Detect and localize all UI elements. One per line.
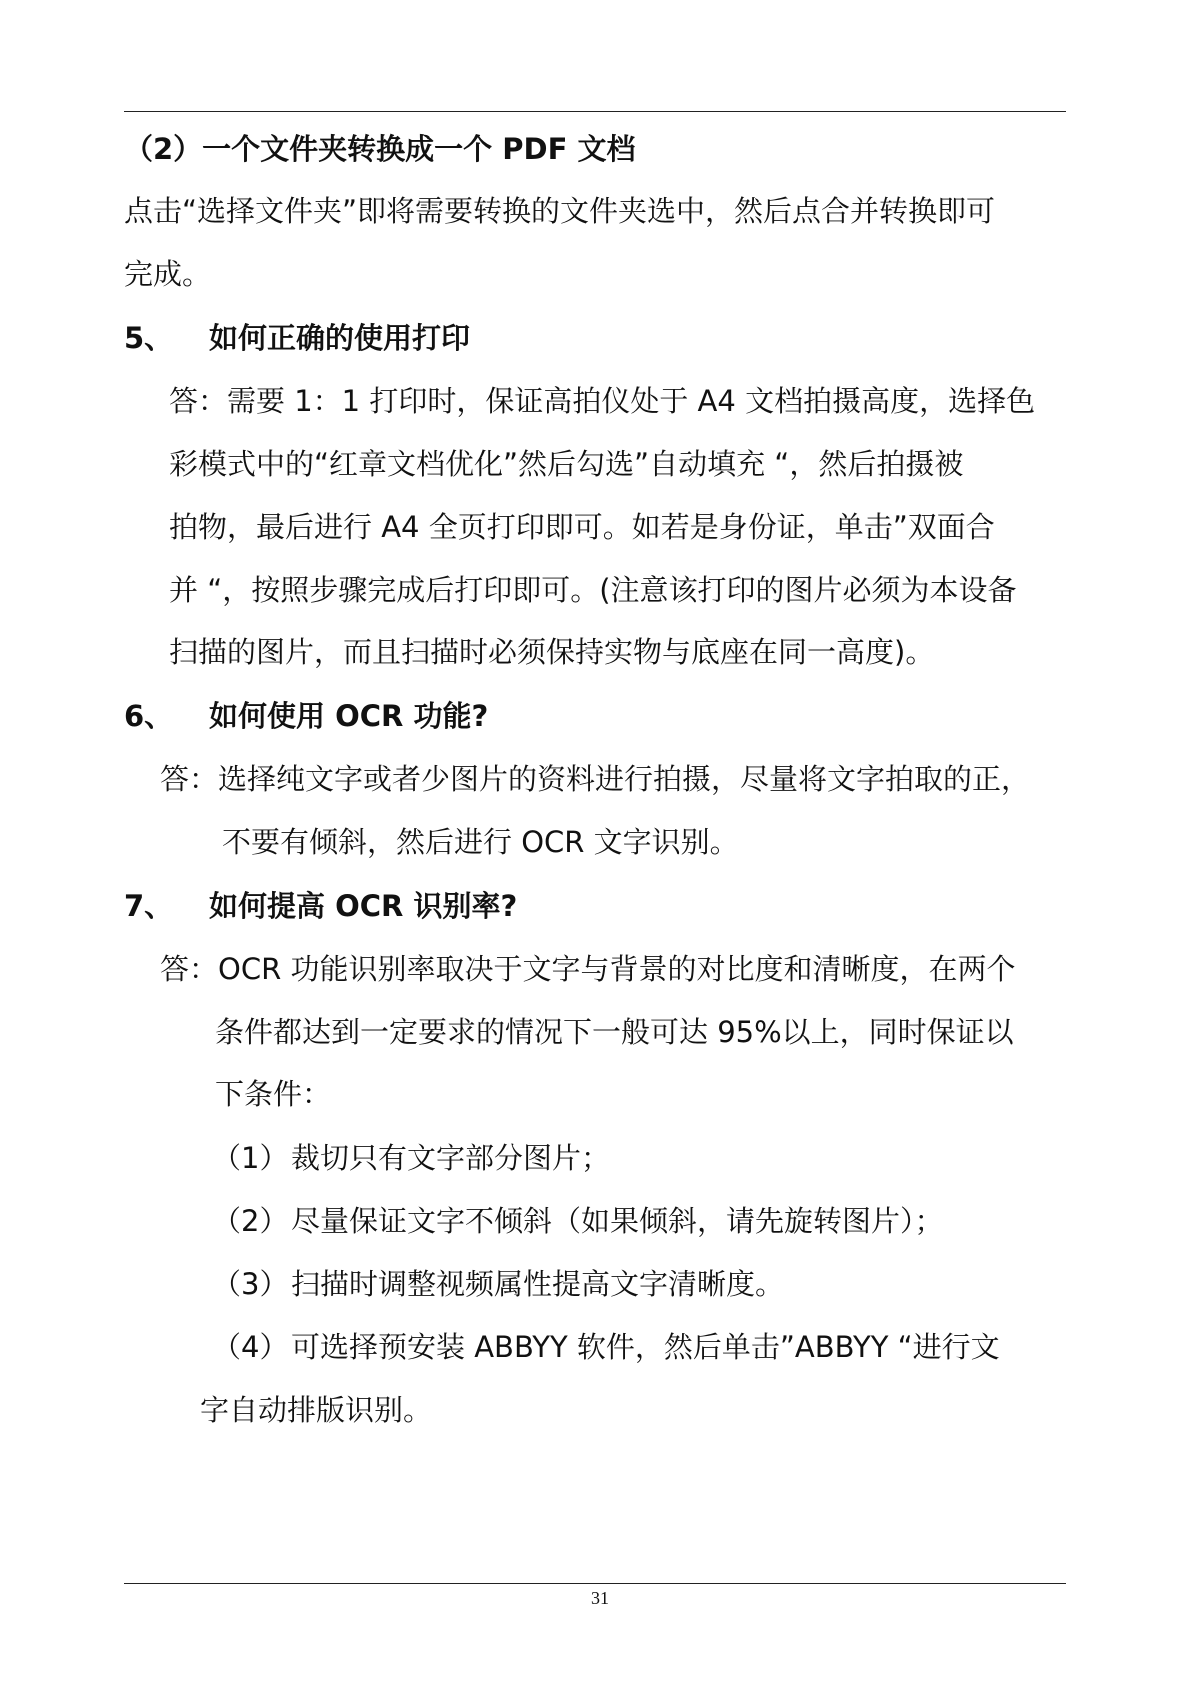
list-item bbox=[212, 1138, 610, 1178]
section-7-answer-line: 条件都达到一定要求的情况下一般可达 95%以上，同时保证以 bbox=[215, 1015, 1014, 1049]
section-5-answer-line: 并 “，按照步骤完成后打印即可。(注意该打印的图片必须为本设备 bbox=[169, 573, 1017, 607]
list-item bbox=[212, 1264, 784, 1304]
section-7-answer-line: 答：OCR 功能识别率取决于文字与背景的对比度和清晰度，在两个 bbox=[160, 952, 1016, 986]
subheading: （2）一个文件夹转换成一个 PDF 文档 bbox=[124, 132, 636, 166]
section-5-answer-line: 答：需要 1：1 打印时，保证高拍仪处于 A4 文档拍摄高度，选择色 bbox=[169, 384, 1036, 418]
list-item bbox=[212, 1201, 944, 1241]
section-6-heading bbox=[124, 696, 488, 736]
list-item-continuation: 字自动排版识别。 bbox=[200, 1393, 433, 1427]
section-5-answer-line: 扫描的图片，而且扫描时必须保持实物与底座在同一高度)。 bbox=[169, 635, 935, 669]
footer-rule bbox=[124, 1583, 1066, 1584]
section-5-heading bbox=[124, 318, 470, 358]
list-item-marker: （2） bbox=[212, 1204, 289, 1238]
section-6-number: 6、 bbox=[124, 699, 174, 733]
list-item-marker: （4） bbox=[212, 1330, 289, 1364]
list-item-text: 可选择预安装 ABBYY 软件，然后单击”ABBYY “进行文 bbox=[291, 1330, 1000, 1364]
list-item-text: 裁切只有文字部分图片； bbox=[291, 1141, 611, 1175]
section-7-answer-line: 下条件： bbox=[215, 1077, 332, 1111]
list-item-marker: （3） bbox=[212, 1267, 289, 1301]
list-item-text: 扫描时调整视频属性提高文字清晰度。 bbox=[291, 1267, 785, 1301]
section-5-title: 如何正确的使用打印 bbox=[209, 321, 471, 355]
section-6-title: 如何使用 OCR 功能? bbox=[209, 699, 489, 733]
list-item-text: 尽量保证文字不倾斜（如果倾斜，请先旋转图片）； bbox=[291, 1204, 944, 1238]
page-number: 31 bbox=[591, 1588, 609, 1608]
intro-line-1: 点击“选择文件夹”即将需要转换的文件夹选中，然后点合并转换即可 bbox=[124, 194, 996, 228]
section-6-answer-line: 答：选择纯文字或者少图片的资料进行拍摄，尽量将文字拍取的正， bbox=[160, 762, 1031, 796]
section-5-answer-line: 拍物，最后进行 A4 全页打印即可。如若是身份证，单击”双面合 bbox=[169, 510, 995, 544]
header-rule bbox=[124, 111, 1066, 112]
section-7-heading bbox=[124, 886, 517, 926]
list-item bbox=[212, 1327, 1000, 1367]
section-6-answer-line: 不要有倾斜，然后进行 OCR 文字识别。 bbox=[222, 825, 739, 859]
section-5-number: 5、 bbox=[124, 321, 174, 355]
section-7-number: 7、 bbox=[124, 889, 174, 923]
section-7-title: 如何提高 OCR 识别率? bbox=[209, 889, 518, 923]
intro-line-2: 完成。 bbox=[124, 257, 212, 291]
list-item-marker: （1） bbox=[212, 1141, 289, 1175]
section-5-answer-line: 彩模式中的“红章文档优化”然后勾选”自动填充 “，然后拍摄被 bbox=[169, 447, 964, 481]
